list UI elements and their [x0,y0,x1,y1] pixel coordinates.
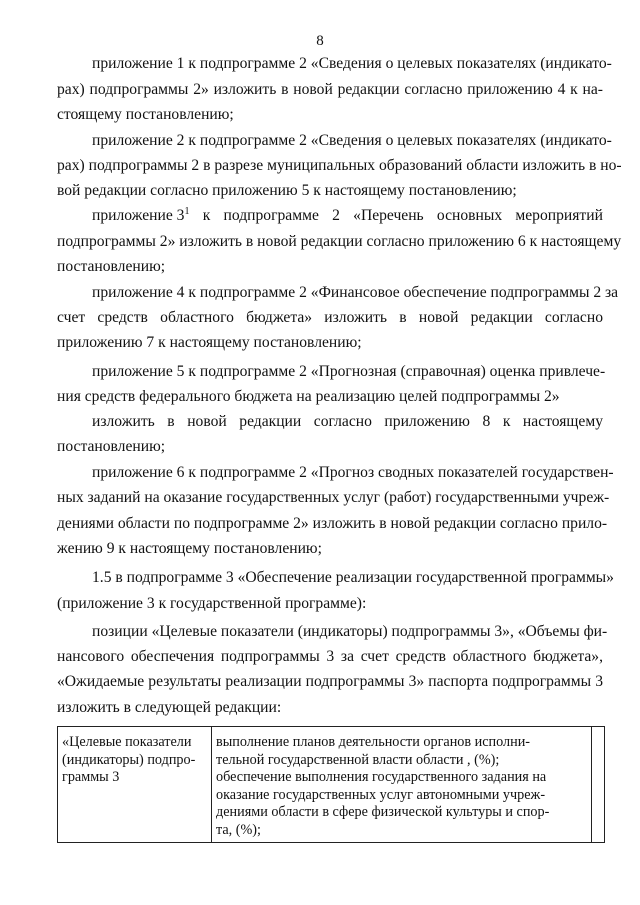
paragraph-line: ния средств федерального бюджета на реализацию целей подпрограммы 2» [57,388,560,405]
paragraph-line: счет средств областного бюджета» изложить в новой редакции согласно [57,309,603,326]
table-cell-indicator-name [62,734,195,787]
paragraph-line: позиции «Целевые показатели (индикаторы) подпрограммы 3», «Объемы фи- [92,623,608,640]
paragraph-line: приложение 4 к подпрограмме 2 «Финансовое обеспечение подпрограммы 2 за [92,284,619,301]
line-word: «Перечень [353,207,424,224]
paragraph-line: дениями области по подпрограмме 2» изложить в новой редакции согласно прило- [57,515,608,532]
paragraph-line: жению 9 к настоящему постановлению; [57,540,322,557]
cell-line: оказание государственных услуг автономными учреж- [216,786,546,803]
table-cell-indicator-values [216,734,549,839]
line-word: 2 [332,207,340,224]
paragraph-line: ных заданий на оказание государственных услуг (работ) государственными учреж- [57,489,610,506]
paragraph-line: 1.5 в подпрограмме 3 «Обеспечение реализации государственной программы» [92,569,614,586]
line-word: к [202,207,211,224]
cell-line: дениями области в сфере физической культуры и спор- [216,804,550,820]
cell-line: та, (%); [216,821,261,838]
cell-line: граммы 3 [62,769,120,785]
paragraph-line: приложение 1 к подпрограмме 2 «Сведения о целевых показателях (индикато- [92,55,612,72]
cell-line: обеспечение выполнения государственного задания на [216,769,547,785]
cell-line: (индикаторы) подпро- [62,751,196,768]
superscript: 1 [184,206,190,217]
paragraph-line: приложение 5 к подпрограмме 2 «Прогнозная (справочная) оценка привлече- [92,363,606,380]
line-word: мероприятий [515,207,603,224]
line-word: подпрограмме [223,207,319,224]
paragraph-line [92,206,603,226]
paragraph-line: приложение 2 к подпрограмме 2 «Сведения о целевых показателях (индикато- [92,132,612,149]
paragraph-line: приложение 6 к подпрограмме 2 «Прогноз сводных показателей государствен- [92,464,614,481]
table-column-divider [591,727,592,842]
paragraph-line: подпрограммы 2» изложить в новой редакции согласно приложению 6 к настоящему [57,233,622,250]
paragraph-line: постановлению; [57,258,166,275]
paragraph-line: приложению 7 к настоящему постановлению; [57,334,362,351]
paragraph-line: стоящему постановлению; [57,106,234,123]
line-word: основных [436,207,503,224]
paragraph-line: рах) подпрограммы 2» изложить в новой редакции согласно приложению 4 к на- [57,81,603,98]
line-segment: приложение $3^1$ [92,206,190,224]
table-column-divider [211,727,212,842]
cell-line: выполнение планов деятельности органов исполни- [216,734,531,750]
paragraph-line: «Ожидаемые результаты реализации подпрограммы 3» паспорта подпрограммы 3 [57,673,603,690]
paragraph-line: (приложение 3 к государственной программе): [57,595,367,612]
paragraph-line: нансового обеспечения подпрограммы 3 за счет средств областного бюджета», [57,648,603,665]
cell-line: «Целевые показатели [62,734,192,750]
paragraph-line: вой редакции согласно приложению 5 к настоящему постановлению; [57,182,517,199]
paragraph-line: изложить в следующей редакции: [57,699,282,716]
cell-line: тельной государственной власти области , (%); [216,751,500,768]
passport-table [57,726,605,843]
paragraph-line: изложить в новой редакции согласно приложению 8 к настоящему [92,413,603,430]
paragraph-line: постановлению; [57,438,166,455]
paragraph-line: рах) подпрограммы 2 в разрезе муниципальных образований области изложить в но- [57,157,622,174]
page-number: 8 [316,33,324,49]
